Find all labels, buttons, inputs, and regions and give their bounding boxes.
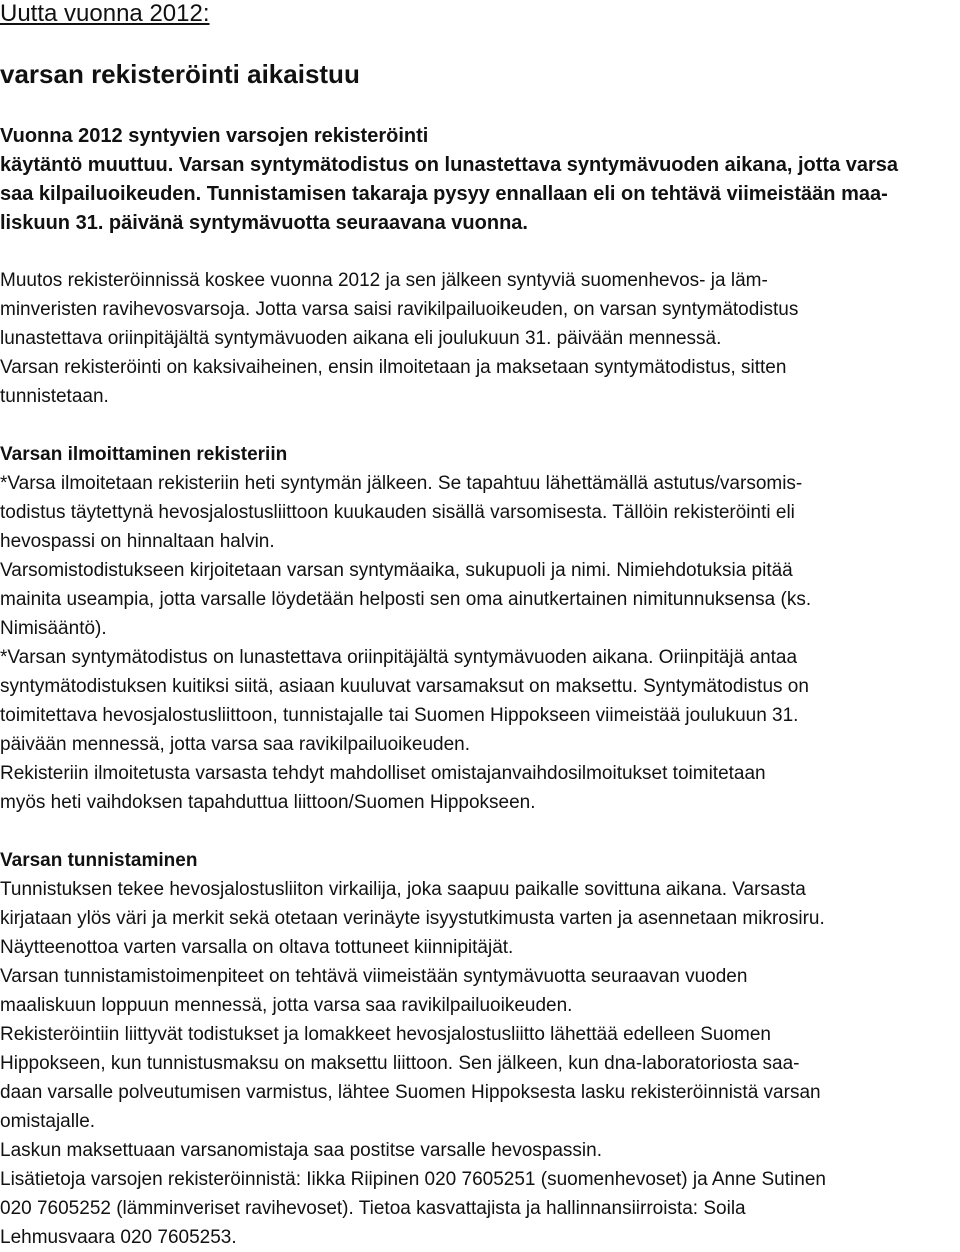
- page-title: Uutta vuonna 2012:: [0, 0, 210, 27]
- body-line: daan varsalle polveutumisen varmistus, lähtee Suomen Hippoksesta lasku rekisteröinnistä varsan: [0, 1082, 821, 1103]
- body-line: Lehmusvaara 020 7605253.: [0, 1227, 237, 1248]
- section-heading: Varsan tunnistaminen: [0, 850, 198, 871]
- body-line: päivään mennessä, jotta varsa saa ravikilpailuoikeuden.: [0, 734, 470, 755]
- section-registration: [0, 440, 955, 817]
- section-identification: [0, 846, 955, 1252]
- intro-line: liskuun 31. päivänä syntymävuotta seuraavana vuonna.: [0, 212, 528, 234]
- intro-line: käytäntö muuttuu. Varsan syntymätodistus on lunastettava syntymävuoden aikana, jotta varsa: [0, 154, 899, 176]
- body-line: Lisätietoja varsojen rekisteröinnistä: Iikka Riipinen 020 7605251 (suomenhevoset) ja Anne Sutinen: [0, 1169, 826, 1190]
- body-line: Laskun maksettuaan varsanomistaja saa postitse varsalle hevospassin.: [0, 1140, 602, 1161]
- body-line: hevospassi on hinnaltaan halvin.: [0, 531, 275, 552]
- body-line: *Varsa ilmoitetaan rekisteriin heti syntymän jälkeen. Se tapahtuu lähettämällä astutus/varsomis-: [0, 473, 803, 494]
- section-heading: Varsan ilmoittaminen rekisteriin: [0, 444, 288, 465]
- body-line: Varsomistodistukseen kirjoitetaan varsan syntymäaika, sukupuoli ja nimi. Nimiehdotuksia pitää: [0, 560, 793, 581]
- body-line: Varsan rekisteröinti on kaksivaiheinen, ensin ilmoitetaan ja maksetaan syntymätodistus, sitten: [0, 357, 787, 378]
- body-line: *Varsan syntymätodistus on lunastettava oriinpitäjältä syntymävuoden aikana. Oriinpitäjä antaa: [0, 647, 798, 668]
- body-line: Varsan tunnistamistoimenpiteet on tehtävä viimeistään syntymävuotta seuraavan vuoden: [0, 966, 748, 987]
- body-line: toimitettava hevosjalostusliittoon, tunnistajalle tai Suomen Hippokseen viimeistää joulukuun 31.: [0, 705, 799, 726]
- body-line: Rekisteröintiin liittyvät todistukset ja lomakkeet hevosjalostusliitto lähettää edelleen Suomen: [0, 1024, 771, 1045]
- body-line: syntymätodistuksen kuitiksi siitä, asiaan kuuluvat varsamaksut on maksettu. Syntymätodistus on: [0, 676, 809, 697]
- body-line: lunastettava oriinpitäjältä syntymävuoden aikana eli joulukuun 31. päivään mennessä.: [0, 328, 722, 349]
- body-line: kirjataan ylös väri ja merkit sekä otetaan verinäyte isyystutkimusta varten ja asennetaan mikrosiru.: [0, 908, 825, 929]
- body-line: omistajalle.: [0, 1111, 96, 1132]
- body-line: todistus täytettynä hevosjalostusliittoon kuukauden sisällä varsomisesta. Tällöin rekisteröinti eli: [0, 502, 795, 523]
- body-line: maaliskuun loppuun mennessä, jotta varsa saa ravikilpailuoikeuden.: [0, 995, 573, 1016]
- body-line: tunnistetaan.: [0, 386, 109, 407]
- body-line: Hippokseen, kun tunnistusmaksu on maksettu liittoon. Sen jälkeen, kun dna-laboratoriosta saa-: [0, 1053, 800, 1074]
- intro-line: Vuonna 2012 syntyvien varsojen rekisteröinti: [0, 125, 429, 147]
- body-line: Nimisääntö).: [0, 618, 107, 639]
- intro-line: saa kilpailuoikeuden. Tunnistamisen takaraja pysyy ennallaan eli on tehtävä viimeistään maa-: [0, 183, 888, 205]
- body-line: Tunnistuksen tekee hevosjalostusliiton virkailija, joka saapuu paikalle sovittuna aikana. Varsasta: [0, 879, 806, 900]
- intro-paragraph: [0, 122, 950, 238]
- body-line: minveristen ravihevosvarsoja. Jotta varsa saisi ravikilpailuoikeuden, on varsan syntymätodistus: [0, 299, 799, 320]
- body-line: myös heti vaihdoksen tapahduttua liittoon/Suomen Hippokseen.: [0, 792, 536, 813]
- body-line: mainita useampia, jotta varsalle löydetään helposti sen oma ainutkertainen nimitunnuksensa (ks.: [0, 589, 812, 610]
- body-line: 020 7605252 (lämminveriset ravihevoset). Tietoa kasvattajista ja hallinnansiirroista: Soila: [0, 1198, 746, 1219]
- page-subtitle: varsan rekisteröinti aikaistuu: [0, 59, 360, 89]
- body-line: Näytteenottoa varten varsalla on oltava tottuneet kiinnipitäjät.: [0, 937, 514, 958]
- section-change-description: [0, 266, 955, 411]
- body-line: Muutos rekisteröinnissä koskee vuonna 2012 ja sen jälkeen syntyviä suomenhevos- ja läm-: [0, 270, 768, 291]
- body-line: Rekisteriin ilmoitetusta varsasta tehdyt mahdolliset omistajanvaihdosilmoitukset toimitetaan: [0, 763, 766, 784]
